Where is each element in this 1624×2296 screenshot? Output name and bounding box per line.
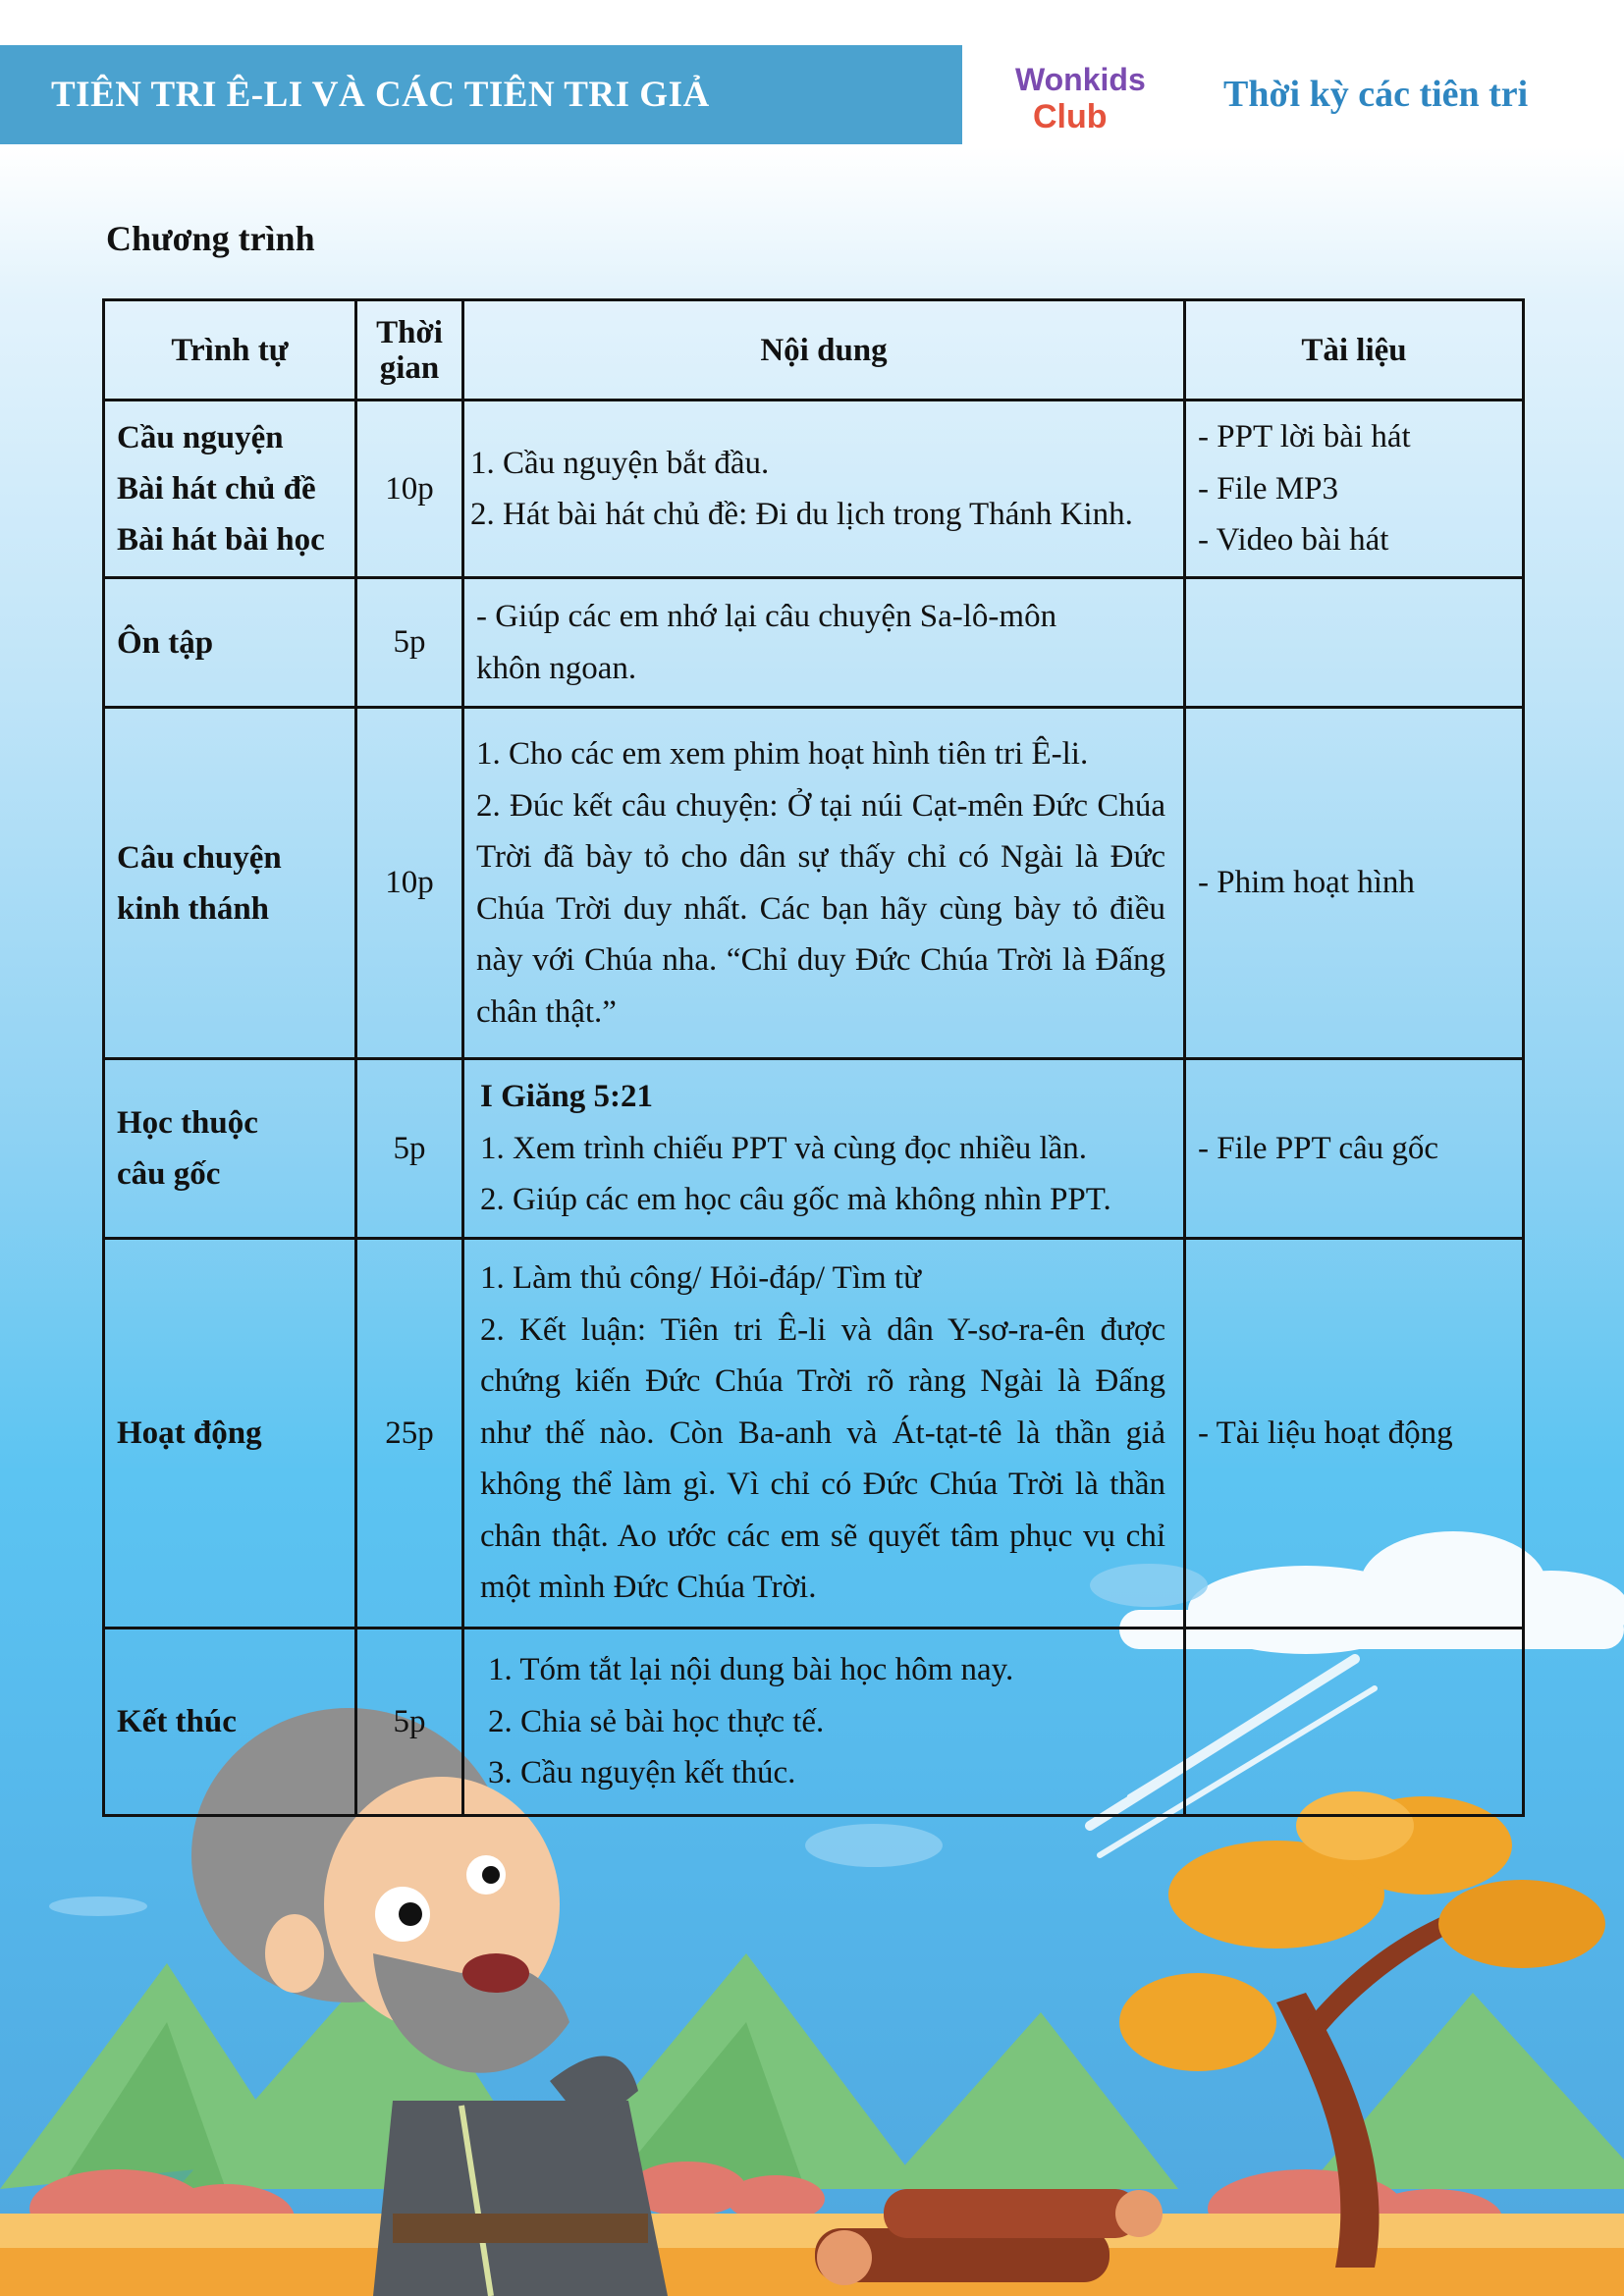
row-time: 5p [356,1059,463,1239]
tree-icon [1119,1791,1605,2268]
header-order: Trình tự [104,300,356,400]
row-materials [1185,1629,1524,1816]
lesson-title: TIÊN TRI Ê-LI VÀ CÁC TIÊN TRI GIẢ [51,75,710,115]
row-content: I Giăng 5:21 1. Xem trình chiếu PPT và cùng đọc nhiều lần. 2. Giúp các em học câu gốc mà không nhìn PPT. [463,1059,1185,1239]
wonkids-club-logo [1011,57,1168,135]
header-time: Thời gian [356,300,463,400]
row-content: 1. Cầu nguyện bắt đầu. 2. Hát bài hát chủ đề: Đi du lịch trong Thánh Kinh. [463,400,1185,578]
row-materials: - Tài liệu hoạt động [1185,1239,1524,1629]
row-time: 10p [356,708,463,1059]
section-title: Chương trình [106,219,315,258]
row-materials: - Phim hoạt hình [1185,708,1524,1059]
row-content: 1. Cho các em xem phim hoạt hình tiên tri Ê-li. 2. Đúc kết câu chuyện: Ở tại núi Cạt-mên Đức Chúa Trời đã bày tỏ cho dân sự thấy chỉ có Ngài là Đức Chúa Trời duy nhất. Các bạn hãy cùng bày tỏ điều này với Chúa nha. “Chỉ duy Đức Chúa Trời là Đấng chân thật.” [463,708,1185,1059]
row-materials: - PPT lời bài hát - File MP3 - Video bài hát [1185,400,1524,578]
program-table [102,298,1525,1817]
header-materials: Tài liệu [1185,300,1524,400]
table-row [104,708,1524,1059]
row-content: 1. Làm thủ công/ Hỏi-đáp/ Tìm từ 2. Kết luận: Tiên tri Ê-li và dân Y-sơ-ra-ên được chứng kiến Đức Chúa Trời rõ ràng Ngài là Đấng như thế nào. Còn Ba-anh và Át-tạt-tê là thần giả không thể làm gì. Vì chỉ có Đức Chúa Trời là thần chân thật. Ao ước các em sẽ quyết tâm phục vụ chỉ một mình Đức Chúa Trời. [463,1239,1185,1629]
table-row [104,1059,1524,1239]
logo-text-bottom: Club [1033,98,1108,135]
header-bar [0,45,962,144]
row-order: Câu chuyện kinh thánh [104,708,356,1059]
table-header-row [104,300,1524,400]
row-order: Ôn tập [104,578,356,708]
row-materials [1185,578,1524,708]
verse-reference: I Giăng 5:21 [480,1079,654,1115]
row-order: Hoạt động [104,1239,356,1629]
row-content: - Giúp các em nhớ lại câu chuyện Sa-lô-môn khôn ngoan. [463,578,1185,708]
row-order: Cầu nguyện Bài hát chủ đề Bài hát bài học [104,400,356,578]
table-row [104,578,1524,708]
row-time: 5p [356,1629,463,1816]
header-content: Nội dung [463,300,1185,400]
row-order: Học thuộc câu gốc [104,1059,356,1239]
table-row [104,1239,1524,1629]
row-time: 5p [356,578,463,708]
row-content: 1. Tóm tắt lại nội dung bài học hôm nay. 2. Chia sẻ bài học thực tế. 3. Cầu nguyện kết thúc. [463,1629,1185,1816]
row-time: 25p [356,1239,463,1629]
row-order: Kết thúc [104,1629,356,1816]
period-title: Thời kỳ các tiên tri [1223,74,1529,115]
row-time: 10p [356,400,463,578]
table-row [104,1629,1524,1816]
table-row [104,400,1524,578]
logo-text-top: Wonkids [1015,62,1146,97]
row-materials: - File PPT câu gốc [1185,1059,1524,1239]
